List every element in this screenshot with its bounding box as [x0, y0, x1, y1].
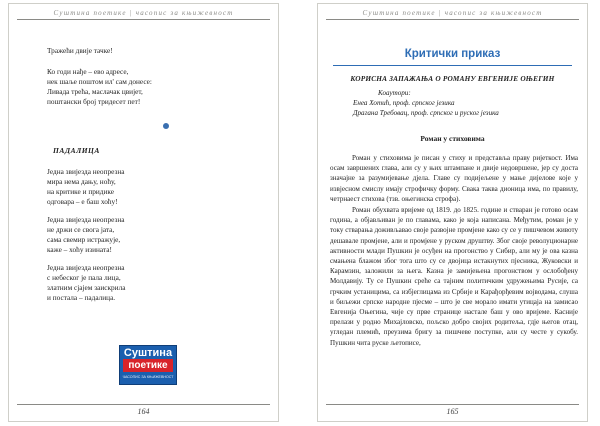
verse-line: каже – хоћу изината!: [47, 245, 112, 254]
page-number: 165: [446, 407, 459, 416]
coauthors-label: Коаутори:: [378, 89, 411, 97]
subheading: Роман у стиховима: [420, 134, 485, 143]
article-body: [330, 153, 578, 349]
logo-line-top: Суштина: [123, 347, 173, 359]
verse-line: Једна звијезда неопрезна: [47, 167, 125, 176]
poem-title: ПАДАЛИЦА: [53, 146, 100, 155]
verse-line: сама свемир истражује,: [47, 235, 121, 244]
verse-line: Ко годи нађе – ево адресе,: [47, 67, 129, 76]
verse-line: на критике и придике: [47, 187, 114, 196]
verse-line: Тражећи двије тачке!: [47, 46, 113, 55]
stanza-4: [47, 215, 124, 255]
logo-line-middle: поетике: [123, 359, 173, 372]
stanza-3: [47, 167, 124, 207]
verse-line: Ливада трећа, маслачак цвијет,: [47, 87, 143, 96]
stanza-2: [47, 67, 152, 107]
footer-rule: [326, 404, 579, 405]
coauthor: Драгана Требовац, проф. српског и руског језика: [353, 109, 499, 117]
header-rule: [17, 19, 270, 20]
left-page: [8, 3, 279, 422]
section-rule: [333, 65, 572, 66]
page-number: 164: [137, 407, 150, 416]
running-header: Суштина поетике | часопис за књижевност: [362, 9, 543, 17]
logo-tagline: ЧАСОПИС ЗА КЊИЖЕВНОСТ: [122, 375, 174, 379]
stanza-5: [47, 263, 125, 303]
verse-line: поштански број тридесет пет!: [47, 97, 141, 106]
running-header: Суштина поетике | часопис за књижевност: [53, 9, 234, 17]
verse-line: с небеског је пала лица,: [47, 273, 121, 282]
coauthor: Енеа Хотић, проф. српског језика: [353, 99, 455, 107]
magazine-logo: [119, 345, 177, 385]
section-title: Критички приказ: [404, 48, 501, 60]
paragraph: Роман обухвата вријеме од 1819. до 1825. године и стваран је готово осам година, а објављиван је по главама, како је која написана. Међутим, роман је у току стварања доживљавао своје развојне промјене како су се у пишчевом животу дешавале промјене, али и промјене у руском друштву. Због своје револуционарне активности млади Пушкин је осуђен на прогонство у Сибир, али му је ова казна смањена блажом због тога што су се двојица истакнутих пјесника, Жуковски и Карамзин, заложили за њега. Казна је замијењена прогонством у ослобођену Молдавију. Ту се Пушкин среће са тајним политичким удружењима Русије, са грчким устаницима, са избјеглицама из Србије и Карађорђевим војводама, слуша и биљежи српске народне пјесме – што је све морало имати утицаја на замисао Евгенија Оњегина, чије су прве странице настале баш у ово вријеме. Касније прелази у родно Михајловско, пољско добро својих родитеља, гдје његов отац, угледан племић, преузима бригу за пишчеве поступке, али су честе у сукобу. Пушкин чита руске љетописе,: [330, 206, 578, 347]
article-title: КОРИСНА ЗАПАЖАЊА О РОМАНУ ЕВГЕНИЈЕ ОЊЕГИН: [350, 74, 555, 83]
paragraph: Роман у стиховима је писан у стиху и представља праву ријеткост. Има осам завршених глава, али су у њих штампане и двије недовршене, јер су доста значајне за разумијевање дјела. Главе су подијељене у мање дијелове које у извјесном смислу имају строфичку форму. Свака таква дионица има, по правилу, четрнаест стихова (тзв. оњегинска строфа).: [330, 154, 578, 203]
verse-line: Једна звијезда неопрезна: [47, 215, 125, 224]
verse-line: не држи се свога јата,: [47, 225, 115, 234]
verse-line: нек шаље поштом ил' сам донесе:: [47, 77, 152, 86]
header-rule: [326, 19, 579, 20]
verse-line: одговара – е баш хоћу!: [47, 197, 118, 206]
right-page: [317, 3, 588, 422]
verse-line: мира нема дању, ноћу,: [47, 177, 116, 186]
coauthors-block: [353, 88, 499, 118]
verse-line: и постала – падалица.: [47, 293, 116, 302]
verse-line: златним сјајем заискрила: [47, 283, 126, 292]
stanza-1: [47, 46, 113, 56]
ornament-dot: [163, 123, 169, 129]
footer-rule: [17, 404, 270, 405]
verse-line: Једна звијезда неопрезна: [47, 263, 125, 272]
